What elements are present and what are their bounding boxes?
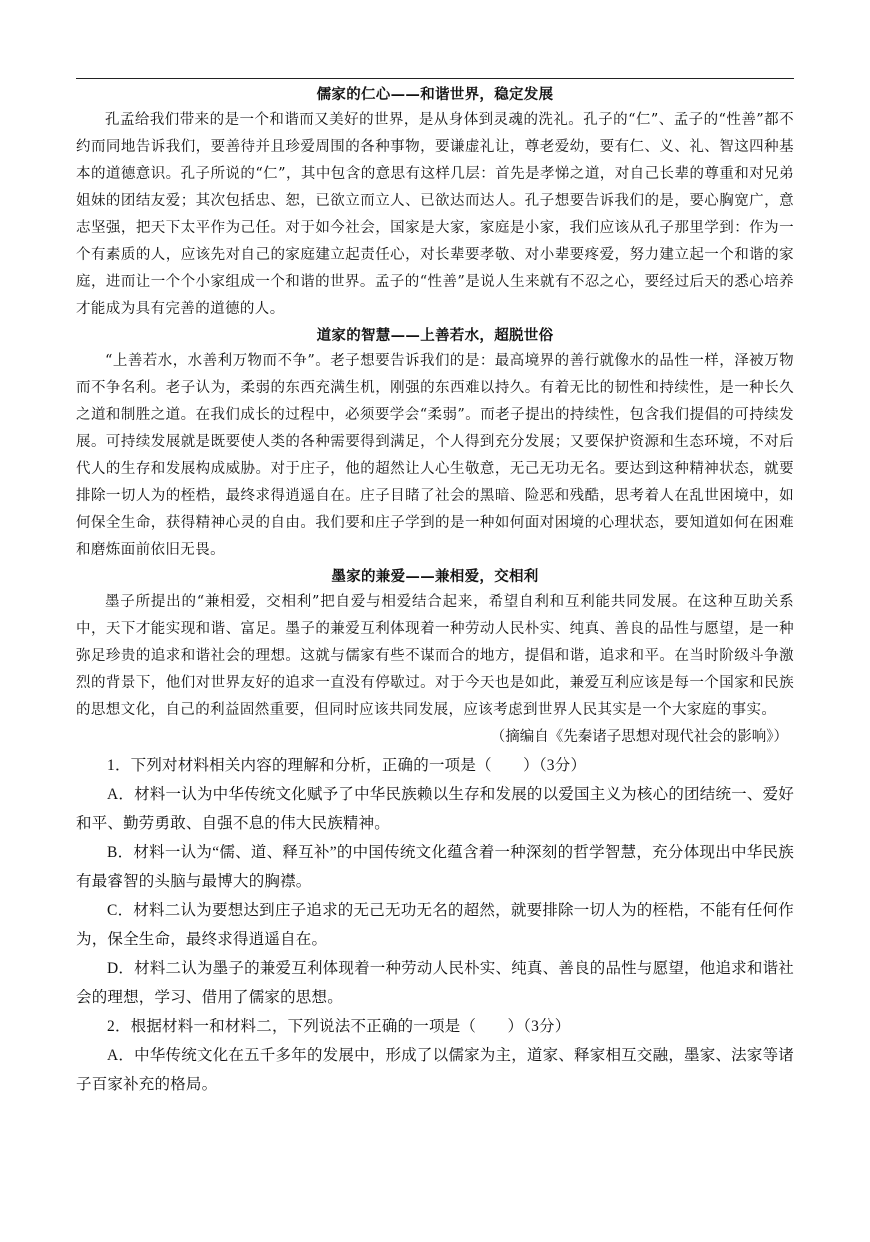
question-stem: 2．根据材料一和材料二，下列说法不正确的一项是（ ）（3分） xyxy=(107,1018,571,1035)
source-citation: （摘编自《先秦诸子思想对现代社会的影响》） xyxy=(490,729,788,745)
question-1 xyxy=(76,751,794,1012)
question-stem: 1．下列对材料相关内容的理解和分析，正确的一项是（ ）（3分） xyxy=(107,757,587,774)
option-d: D．材料二认为墨子的兼爱互利体现着一种劳动人民朴实、纯真、善良的品性与愿望，他追求和谐社会的理想，学习、借用了儒家的思想。 xyxy=(76,960,794,1006)
option-b: B．材料一认为“儒、道、释互补”的中国传统文化蕴含着一种深刻的哲学智慧，充分体现出中华民族有最睿智的头脑与最博大的胸襟。 xyxy=(76,844,794,890)
section-paragraph-mohist: 墨子所提出的“兼相爱，交相利”把自爱与相爱结合起来，希望自利和互利能共同发展。在这种互助关系中，天下才能实现和谐、富足。墨子的兼爱互利体现着一种劳动人民朴实、纯真、善良的品性与愿望，是一种弥足珍贵的追求和谐社会的理想。这就与儒家有些不谋而合的地方，提倡和谐，追求和平。在当时阶级斗争激烈的背景下，他们对世界友好的追求一直没有停歇过。对于今天也是如此，兼爱互利应该是每一个国家和民族的思想文化，自己的利益固然重要，但同时应该共同发展，应该考虑到世界人民其实是一个大家庭的事实。 xyxy=(76,594,794,718)
question-2 xyxy=(76,1012,794,1099)
section-paragraph-confucian: 孔孟给我们带来的是一个和谐而又美好的世界，是从身体到灵魂的洗礼。孔子的“仁”、孟子的“性善”都不约而同地告诉我们，要善待并且珍爱周围的各种事物，要谦虚礼让，尊老爱幼，要有仁、义、礼、智这四种基本的道德意识。孔子所说的“仁”，其中包含的意思有这样几层：首先是孝悌之道，对自己长辈的尊重和对兄弟姐妹的团结友爱；其次包括忠、恕，已欲立而立人、已欲达而达人。孔子想要告诉我们的是，要心胸宽广，意志坚强，把天下太平作为己任。对于如今社会，国家是大家，家庭是小家，我们应该从孔子那里学到：作为一个有素质的人，应该先对自己的家庭建立起责任心，对长辈要孝敬、对小辈要疼爱，努力建立起一个和谐的家庭，进而让一个个小家组成一个和谐的世界。孟子的“性善”是说人生来就有不忍之心，要经过后天的悉心培养才能成为具有完善的道德的人。 xyxy=(76,112,794,317)
section-heading-confucian: 儒家的仁心——和谐世界，稳定发展 xyxy=(316,86,554,103)
document-page xyxy=(76,0,794,1242)
section-heading-taoist: 道家的智慧——上善若水，超脱世俗 xyxy=(316,327,554,344)
header-rule xyxy=(76,78,794,79)
option-a: A．材料一认为中华传统文化赋予了中华民族赖以生存和发展的以爱国主义为核心的团结统一、爱好和平、勤劳勇敢、自强不息的伟大民族精神。 xyxy=(76,786,794,832)
article-body xyxy=(76,82,794,1099)
section-heading-mohist: 墨家的兼爱——兼相爱，交相利 xyxy=(331,568,539,585)
option-a: A．中华传统文化在五千多年的发展中，形成了以儒家为主，道家、释家相互交融，墨家、法家等诸子百家补充的格局。 xyxy=(76,1047,794,1093)
section-paragraph-taoist: “上善若水，水善利万物而不争”。老子想要告诉我们的是：最高境界的善行就像水的品性一样，泽被万物而不争名利。老子认为，柔弱的东西充满生机，刚强的东西难以持久。有着无比的韧性和持续性，是一种长久之道和制胜之道。在我们成长的过程中，必须要学会“柔弱”。而老子提出的持续性，包含我们提倡的可持续发展。可持续发展就是既要使人类的各种需要得到满足，个人得到充分发展；又要保护资源和生态环境，不对后代人的生存和发展构成威胁。对于庄子，他的超然让人心生敬意，无己无功无名。要达到这种精神状态，就要排除一切人为的桎梏，最终求得逍遥自在。庄子目睹了社会的黑暗、险恶和残酷，思考着人在乱世困境中，如何保全生命，获得精神心灵的自由。我们要和庄子学到的是一种如何面对困境的心理状态，要知道如何在困难和磨炼面前依旧无畏。 xyxy=(76,353,794,558)
option-c: C．材料二认为要想达到庄子追求的无己无功无名的超然，就要排除一切人为的桎梏，不能有任何作为，保全生命，最终求得逍遥自在。 xyxy=(76,902,794,948)
